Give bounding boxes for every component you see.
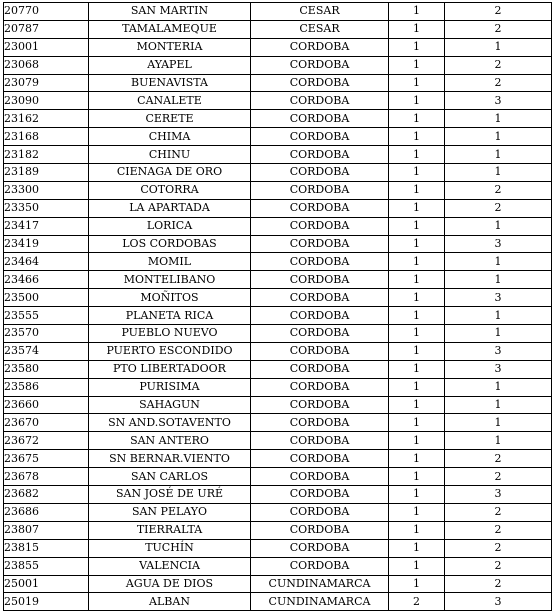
- municipality-code-cell: 25001: [4, 575, 89, 593]
- value-2-cell: 2: [445, 539, 552, 557]
- table-row: [4, 181, 552, 199]
- value-1-cell: 1: [389, 486, 445, 504]
- value-1-cell: 1: [389, 557, 445, 575]
- value-2-cell: 1: [445, 414, 552, 432]
- municipality-name-cell: BUENAVISTA: [89, 74, 251, 92]
- municipality-code-cell: 23500: [4, 289, 89, 307]
- municipality-name-cell: PUEBLO NUEVO: [89, 325, 251, 343]
- table-row: [4, 575, 552, 593]
- value-2-cell: 1: [445, 325, 552, 343]
- municipality-code-cell: 23672: [4, 432, 89, 450]
- table-row: [4, 342, 552, 360]
- municipality-name-cell: CERETE: [89, 110, 251, 128]
- municipality-code-cell: 23001: [4, 38, 89, 56]
- value-1-cell: 1: [389, 56, 445, 74]
- municipality-name-cell: PTO LIBERTADOOR: [89, 360, 251, 378]
- value-1-cell: 1: [389, 271, 445, 289]
- municipality-name-cell: TUCHÍN: [89, 539, 251, 557]
- table-row: [4, 414, 552, 432]
- municipality-code-cell: 23570: [4, 325, 89, 343]
- municipality-name-cell: SAN ANTERO: [89, 432, 251, 450]
- municipality-code-cell: 23670: [4, 414, 89, 432]
- municipality-name-cell: PLANETA RICA: [89, 307, 251, 325]
- municipality-name-cell: AGUA DE DIOS: [89, 575, 251, 593]
- value-1-cell: 1: [389, 74, 445, 92]
- municipality-code-cell: 23580: [4, 360, 89, 378]
- department-cell: CORDOBA: [251, 217, 389, 235]
- value-2-cell: 3: [445, 360, 552, 378]
- value-2-cell: 2: [445, 20, 552, 38]
- municipality-name-cell: CHIMA: [89, 128, 251, 146]
- municipality-code-cell: 23068: [4, 56, 89, 74]
- table-row: [4, 271, 552, 289]
- municipality-code-cell: 23675: [4, 450, 89, 468]
- value-1-cell: 1: [389, 307, 445, 325]
- value-2-cell: 1: [445, 253, 552, 271]
- department-cell: CORDOBA: [251, 74, 389, 92]
- value-1-cell: 1: [389, 289, 445, 307]
- municipality-name-cell: AYAPEL: [89, 56, 251, 74]
- value-1-cell: 1: [389, 217, 445, 235]
- municipality-name-cell: SAN MARTIN: [89, 3, 251, 21]
- table-row: [4, 146, 552, 164]
- value-1-cell: 1: [389, 378, 445, 396]
- table-row: [4, 360, 552, 378]
- table-body: [4, 3, 552, 611]
- municipality-name-cell: TIERRALTA: [89, 521, 251, 539]
- department-cell: CORDOBA: [251, 307, 389, 325]
- department-cell: CORDOBA: [251, 110, 389, 128]
- value-1-cell: 1: [389, 20, 445, 38]
- value-2-cell: 2: [445, 74, 552, 92]
- municipality-name-cell: LOS CORDOBAS: [89, 235, 251, 253]
- table-row: [4, 20, 552, 38]
- table-row: [4, 593, 552, 611]
- department-cell: CUNDINAMARCA: [251, 575, 389, 593]
- table-row: [4, 307, 552, 325]
- department-cell: CORDOBA: [251, 539, 389, 557]
- municipality-code-cell: 23574: [4, 342, 89, 360]
- municipality-name-cell: PURISIMA: [89, 378, 251, 396]
- department-cell: CORDOBA: [251, 146, 389, 164]
- value-2-cell: 1: [445, 38, 552, 56]
- table-row: [4, 503, 552, 521]
- municipality-name-cell: SAN PELAYO: [89, 503, 251, 521]
- municipality-code-cell: 23807: [4, 521, 89, 539]
- table-row: [4, 486, 552, 504]
- municipality-code-cell: 23350: [4, 199, 89, 217]
- value-2-cell: 2: [445, 56, 552, 74]
- department-cell: CORDOBA: [251, 56, 389, 74]
- value-1-cell: 1: [389, 575, 445, 593]
- municipality-name-cell: ALBAN: [89, 593, 251, 611]
- table-row: [4, 450, 552, 468]
- table-row: [4, 557, 552, 575]
- department-cell: CORDOBA: [251, 325, 389, 343]
- value-2-cell: 1: [445, 396, 552, 414]
- table-row: [4, 3, 552, 21]
- department-cell: CORDOBA: [251, 450, 389, 468]
- table-row: [4, 128, 552, 146]
- table-row: [4, 164, 552, 182]
- department-cell: CORDOBA: [251, 92, 389, 110]
- department-cell: CORDOBA: [251, 432, 389, 450]
- value-2-cell: 2: [445, 575, 552, 593]
- department-cell: CORDOBA: [251, 271, 389, 289]
- table-row: [4, 38, 552, 56]
- municipality-code-cell: 23466: [4, 271, 89, 289]
- value-2-cell: 2: [445, 503, 552, 521]
- municipality-code-cell: 23300: [4, 181, 89, 199]
- table-row: [4, 378, 552, 396]
- municipality-code-cell: 23586: [4, 378, 89, 396]
- municipality-code-cell: 23855: [4, 557, 89, 575]
- municipality-code-cell: 23090: [4, 92, 89, 110]
- value-2-cell: 1: [445, 110, 552, 128]
- value-1-cell: 1: [389, 450, 445, 468]
- table-row: [4, 56, 552, 74]
- value-1-cell: 1: [389, 396, 445, 414]
- municipality-code-cell: 23815: [4, 539, 89, 557]
- municipality-name-cell: LORICA: [89, 217, 251, 235]
- value-2-cell: 3: [445, 92, 552, 110]
- department-cell: CORDOBA: [251, 468, 389, 486]
- department-cell: CORDOBA: [251, 128, 389, 146]
- value-1-cell: 1: [389, 146, 445, 164]
- value-2-cell: 1: [445, 128, 552, 146]
- value-2-cell: 3: [445, 486, 552, 504]
- value-1-cell: 1: [389, 360, 445, 378]
- municipality-code-cell: 25019: [4, 593, 89, 611]
- table-row: [4, 253, 552, 271]
- municipality-name-cell: MONTERIA: [89, 38, 251, 56]
- municipality-name-cell: CANALETE: [89, 92, 251, 110]
- municipality-code-cell: 20787: [4, 20, 89, 38]
- municipality-name-cell: MOÑITOS: [89, 289, 251, 307]
- table-row: [4, 110, 552, 128]
- value-2-cell: 3: [445, 593, 552, 611]
- value-1-cell: 1: [389, 432, 445, 450]
- value-1-cell: 1: [389, 164, 445, 182]
- department-cell: CUNDINAMARCA: [251, 593, 389, 611]
- table-row: [4, 92, 552, 110]
- value-1-cell: 1: [389, 503, 445, 521]
- value-1-cell: 1: [389, 325, 445, 343]
- table-row: [4, 521, 552, 539]
- department-cell: CORDOBA: [251, 38, 389, 56]
- municipality-code-cell: 23555: [4, 307, 89, 325]
- value-2-cell: 1: [445, 307, 552, 325]
- department-cell: CORDOBA: [251, 521, 389, 539]
- value-2-cell: 3: [445, 289, 552, 307]
- value-2-cell: 3: [445, 342, 552, 360]
- municipality-name-cell: CHINU: [89, 146, 251, 164]
- department-cell: CORDOBA: [251, 360, 389, 378]
- table-row: [4, 539, 552, 557]
- value-2-cell: 1: [445, 271, 552, 289]
- value-2-cell: 2: [445, 468, 552, 486]
- department-cell: CESAR: [251, 3, 389, 21]
- municipality-code-cell: 23419: [4, 235, 89, 253]
- value-2-cell: 1: [445, 432, 552, 450]
- value-1-cell: 2: [389, 593, 445, 611]
- value-2-cell: 1: [445, 378, 552, 396]
- municipality-code-cell: 23417: [4, 217, 89, 235]
- municipality-name-cell: SAHAGUN: [89, 396, 251, 414]
- municipality-name-cell: MOMIL: [89, 253, 251, 271]
- department-cell: CORDOBA: [251, 289, 389, 307]
- department-cell: CORDOBA: [251, 199, 389, 217]
- value-1-cell: 1: [389, 199, 445, 217]
- value-1-cell: 1: [389, 253, 445, 271]
- value-2-cell: 2: [445, 181, 552, 199]
- department-cell: CESAR: [251, 20, 389, 38]
- municipality-code-cell: 23182: [4, 146, 89, 164]
- value-2-cell: 1: [445, 146, 552, 164]
- department-cell: CORDOBA: [251, 342, 389, 360]
- municipality-code-cell: 20770: [4, 3, 89, 21]
- municipality-code-cell: 23464: [4, 253, 89, 271]
- value-1-cell: 1: [389, 181, 445, 199]
- value-2-cell: 2: [445, 199, 552, 217]
- municipality-table: [3, 2, 552, 611]
- table-row: [4, 289, 552, 307]
- department-cell: CORDOBA: [251, 181, 389, 199]
- municipality-name-cell: MONTELIBANO: [89, 271, 251, 289]
- table-row: [4, 217, 552, 235]
- value-1-cell: 1: [389, 3, 445, 21]
- value-2-cell: 3: [445, 235, 552, 253]
- municipality-code-cell: 23682: [4, 486, 89, 504]
- municipality-code-cell: 23162: [4, 110, 89, 128]
- table-row: [4, 432, 552, 450]
- table-row: [4, 396, 552, 414]
- value-1-cell: 1: [389, 235, 445, 253]
- municipality-code-cell: 23189: [4, 164, 89, 182]
- department-cell: CORDOBA: [251, 378, 389, 396]
- municipality-name-cell: SN AND.SOTAVENTO: [89, 414, 251, 432]
- municipality-code-cell: 23168: [4, 128, 89, 146]
- municipality-name-cell: SN BERNAR.VIENTO: [89, 450, 251, 468]
- municipality-name-cell: LA APARTADA: [89, 199, 251, 217]
- department-cell: CORDOBA: [251, 235, 389, 253]
- department-cell: CORDOBA: [251, 486, 389, 504]
- value-1-cell: 1: [389, 128, 445, 146]
- value-2-cell: 1: [445, 217, 552, 235]
- value-1-cell: 1: [389, 414, 445, 432]
- value-1-cell: 1: [389, 468, 445, 486]
- municipality-name-cell: VALENCIA: [89, 557, 251, 575]
- municipality-code-cell: 23660: [4, 396, 89, 414]
- department-cell: CORDOBA: [251, 396, 389, 414]
- value-2-cell: 2: [445, 450, 552, 468]
- value-2-cell: 2: [445, 521, 552, 539]
- table-row: [4, 74, 552, 92]
- table-row: [4, 468, 552, 486]
- value-2-cell: 2: [445, 3, 552, 21]
- value-2-cell: 2: [445, 557, 552, 575]
- value-1-cell: 1: [389, 539, 445, 557]
- department-cell: CORDOBA: [251, 503, 389, 521]
- municipality-name-cell: PUERTO ESCONDIDO: [89, 342, 251, 360]
- table-row: [4, 325, 552, 343]
- municipality-code-cell: 23686: [4, 503, 89, 521]
- value-1-cell: 1: [389, 92, 445, 110]
- value-1-cell: 1: [389, 521, 445, 539]
- municipality-code-cell: 23079: [4, 74, 89, 92]
- department-cell: CORDOBA: [251, 414, 389, 432]
- municipality-code-cell: 23678: [4, 468, 89, 486]
- table-row: [4, 235, 552, 253]
- department-cell: CORDOBA: [251, 557, 389, 575]
- department-cell: CORDOBA: [251, 164, 389, 182]
- value-2-cell: 1: [445, 164, 552, 182]
- municipality-name-cell: SAN CARLOS: [89, 468, 251, 486]
- municipality-name-cell: TAMALAMEQUE: [89, 20, 251, 38]
- municipality-name-cell: COTORRA: [89, 181, 251, 199]
- value-1-cell: 1: [389, 38, 445, 56]
- municipality-name-cell: SAN JOSÉ DE URÉ: [89, 486, 251, 504]
- value-1-cell: 1: [389, 342, 445, 360]
- municipality-name-cell: CIENAGA DE ORO: [89, 164, 251, 182]
- department-cell: CORDOBA: [251, 253, 389, 271]
- table-row: [4, 199, 552, 217]
- value-1-cell: 1: [389, 110, 445, 128]
